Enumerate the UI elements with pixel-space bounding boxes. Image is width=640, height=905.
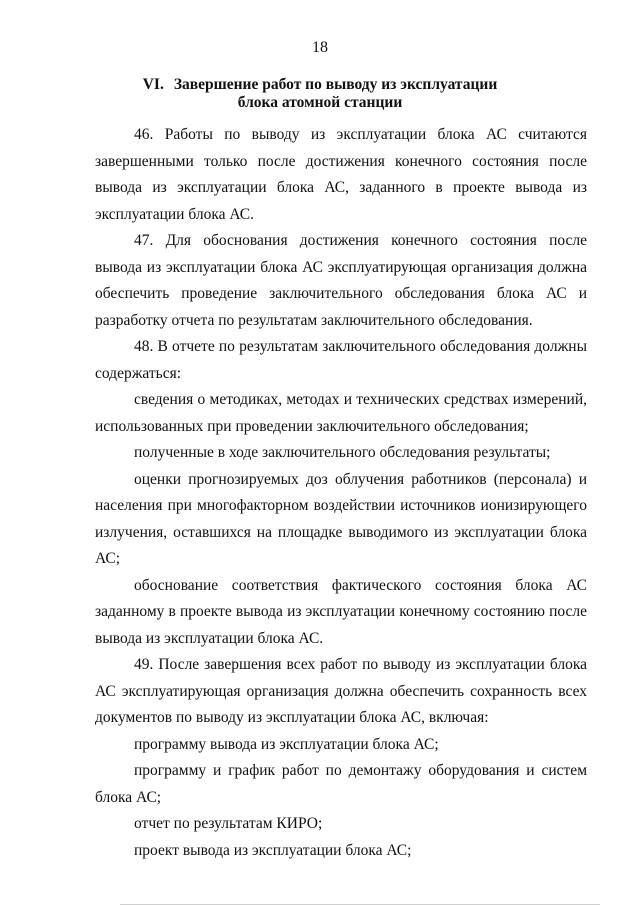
paragraph-49: 49. После завершения всех работ по выводу из эксплуатации блока АС эксплуатирующая организация должна обеспечить сохранность всех документов по выводу из эксплуатации блока АС, включая: <box>95 656 587 726</box>
document-body <box>95 122 587 864</box>
section-number: VI. <box>142 76 164 93</box>
page-number: 18 <box>312 39 328 56</box>
section-heading <box>120 76 520 112</box>
list-item-results: полученные в ходе заключительного обследования результаты; <box>134 444 551 461</box>
list-item-justification: обоснование соответствия фактического состояния блока АС заданному в проекте вывода из эксплуатации конечному состоянию после вывода из эксплуатации блока АС. <box>95 576 587 647</box>
list-item-program: программу вывода из эксплуатации блока АС; <box>134 735 439 753</box>
paragraph-47: 47. Для обоснования достижения конечного состояния после вывода из эксплуатации блока АС эксплуатирующая организация должна обеспечить проведение заключительного обследования блока АС и разработку отчета по результатам заключительного обследования. <box>95 232 587 329</box>
list-item-decommissioning-project: проект вывода из эксплуатации блока АС; <box>134 841 412 859</box>
list-item-dismantling-schedule: программу и график работ по демонтажу оборудования и систем блока АС; <box>95 762 587 806</box>
section-title-line-2: блока атомной станции <box>237 94 403 111</box>
section-heading-line-1 <box>120 76 520 94</box>
paragraph-46: 46. Работы по выводу из эксплуатации блока АС считаются завершенными только после достижения конечного состояния после вывода из эксплуатации блока АС, заданного в проекте вывода из эксплуатации блока АС. <box>95 126 587 223</box>
list-item-dose-estimates: оценки прогнозируемых доз облучения работников (персонала) и населения при многофакторном воздействии источников ионизирующего излучения, оставшихся на площадке выводимого из эксплуатации блока АС; <box>95 470 587 567</box>
list-item-methods: сведения о методиках, методах и технических средствах измерений, использованных при проведении заключительного обследования; <box>95 391 587 435</box>
section-title-line-1: Завершение работ по выводу из эксплуатации <box>173 76 498 93</box>
paragraph-48: 48. В отчете по результатам заключительного обследования должны содержаться: <box>95 338 587 382</box>
list-item-kiro-report: отчет по результатам КИРО; <box>134 815 323 832</box>
